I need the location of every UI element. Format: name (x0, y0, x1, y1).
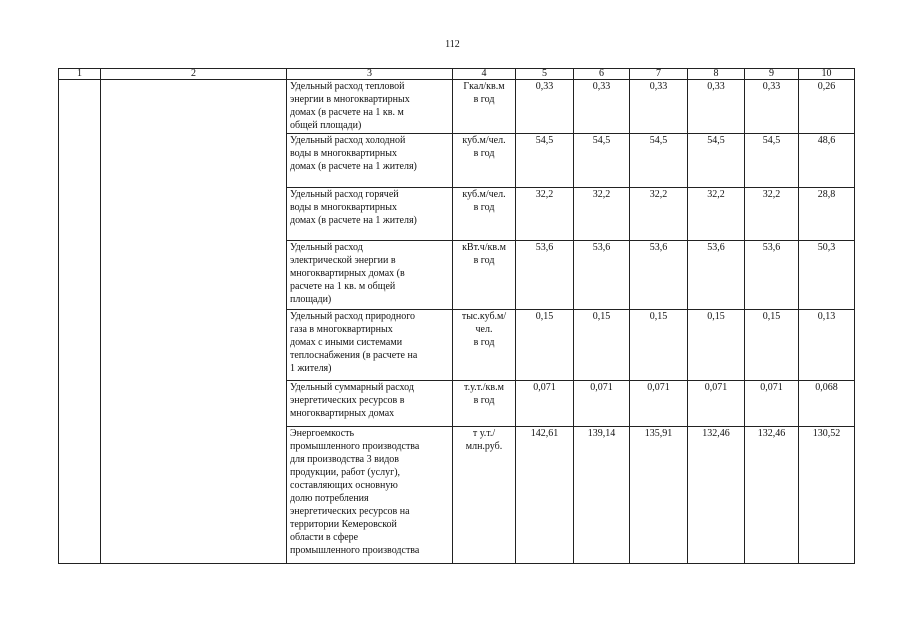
value-cell: 0,33 (516, 80, 574, 134)
unit-cell: т.у.т./кв.м в год (453, 381, 516, 427)
column-number: 8 (688, 69, 745, 80)
value-cell: 53,6 (516, 241, 574, 310)
value-cell: 32,2 (630, 188, 688, 241)
indicator-cell: Удельный расход горячей воды в многоквартирных домах (в расчете на 1 жителя) (287, 188, 453, 241)
unit-cell: кВт.ч/кв.м в год (453, 241, 516, 310)
value-cell: 0,15 (574, 310, 630, 381)
unit-cell: куб.м/чел. в год (453, 188, 516, 241)
value-cell: 132,46 (688, 427, 745, 564)
value-cell: 53,6 (745, 241, 799, 310)
value-cell: 0,15 (630, 310, 688, 381)
value-cell: 50,3 (799, 241, 855, 310)
value-cell: 132,46 (745, 427, 799, 564)
value-cell: 54,5 (745, 134, 799, 188)
value-cell: 28,8 (799, 188, 855, 241)
value-cell: 32,2 (688, 188, 745, 241)
value-cell: 0,071 (688, 381, 745, 427)
indicator-cell: Удельный суммарный расход энергетических ресурсов в многоквартирных домах (287, 381, 453, 427)
value-cell: 32,2 (516, 188, 574, 241)
value-cell: 135,91 (630, 427, 688, 564)
indicator-cell: Удельный расход тепловой энергии в многоквартирных домах (в расчете на 1 кв. м общей площади) (287, 80, 453, 134)
table-row (59, 80, 855, 134)
value-cell: 142,61 (516, 427, 574, 564)
column-number: 1 (59, 69, 101, 80)
page-number: 112 (445, 39, 460, 50)
value-cell: 54,5 (574, 134, 630, 188)
unit-cell: т у.т./ млн.руб. (453, 427, 516, 564)
value-cell: 139,14 (574, 427, 630, 564)
indicator-cell: Удельный расход природного газа в многоквартирных домах с иными системами теплоснабжения (в расчете на 1 жителя) (287, 310, 453, 381)
value-cell: 53,6 (574, 241, 630, 310)
column-number: 5 (516, 69, 574, 80)
empty-cell-col1 (59, 80, 101, 564)
value-cell: 0,33 (688, 80, 745, 134)
indicator-cell: Удельный расход холодной воды в многоквартирных домах (в расчете на 1 жителя) (287, 134, 453, 188)
value-cell: 0,13 (799, 310, 855, 381)
column-number: 2 (101, 69, 287, 80)
indicators-table (58, 68, 855, 564)
value-cell: 53,6 (630, 241, 688, 310)
value-cell: 0,071 (745, 381, 799, 427)
column-number-row (59, 69, 855, 80)
column-number: 3 (287, 69, 453, 80)
empty-cell-col2 (101, 80, 287, 564)
value-cell: 0,071 (630, 381, 688, 427)
column-number: 7 (630, 69, 688, 80)
indicator-cell: Удельный расход электрической энергии в многоквартирных домах (в расчете на 1 кв. м общей площади) (287, 241, 453, 310)
unit-cell: куб.м/чел. в год (453, 134, 516, 188)
column-number: 6 (574, 69, 630, 80)
value-cell: 130,52 (799, 427, 855, 564)
column-number: 4 (453, 69, 516, 80)
value-cell: 0,15 (745, 310, 799, 381)
value-cell: 0,33 (630, 80, 688, 134)
value-cell: 0,26 (799, 80, 855, 134)
column-number: 10 (799, 69, 855, 80)
unit-cell: тыс.куб.м/ чел. в год (453, 310, 516, 381)
value-cell: 0,33 (745, 80, 799, 134)
indicator-cell: Энергоемкость промышленного производства для производства 3 видов продукции, работ (услуг), составляющих основную долю потребления энергетических ресурсов на территории Кемеровской области в сфере промышленного производства (287, 427, 453, 564)
value-cell: 0,15 (516, 310, 574, 381)
value-cell: 54,5 (688, 134, 745, 188)
value-cell: 0,071 (574, 381, 630, 427)
value-cell: 0,068 (799, 381, 855, 427)
value-cell: 54,5 (630, 134, 688, 188)
value-cell: 0,15 (688, 310, 745, 381)
value-cell: 0,33 (574, 80, 630, 134)
value-cell: 0,071 (516, 381, 574, 427)
value-cell: 53,6 (688, 241, 745, 310)
value-cell: 32,2 (574, 188, 630, 241)
value-cell: 48,6 (799, 134, 855, 188)
value-cell: 54,5 (516, 134, 574, 188)
column-number: 9 (745, 69, 799, 80)
value-cell: 32,2 (745, 188, 799, 241)
unit-cell: Гкал/кв.м в год (453, 80, 516, 134)
